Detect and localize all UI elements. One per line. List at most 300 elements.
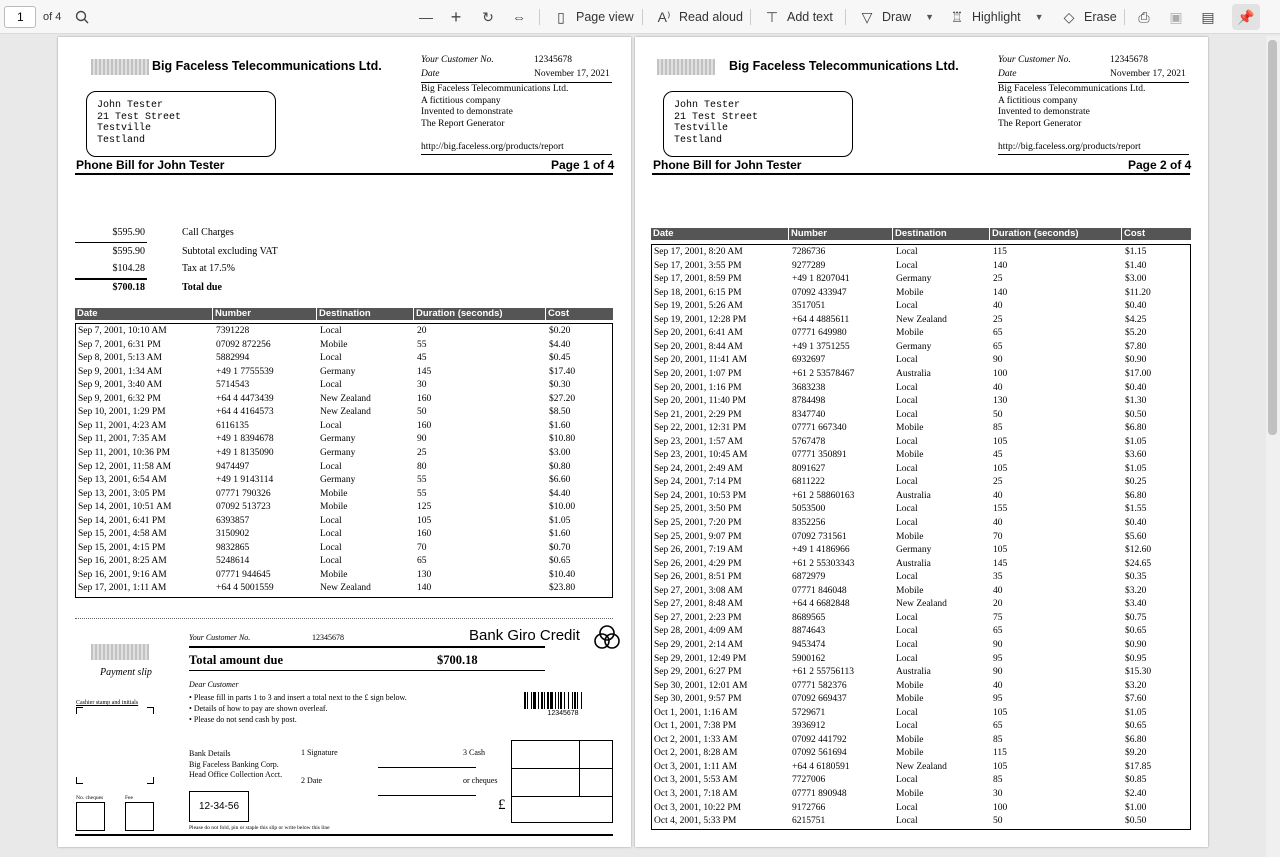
barcode-bar	[533, 692, 536, 709]
rule	[75, 834, 613, 836]
cell-number: +49 1 9143114	[216, 475, 274, 486]
rule	[998, 154, 1189, 155]
cell-cost: $0.50	[1125, 409, 1147, 420]
pin-icon[interactable]: 📌	[1232, 4, 1260, 30]
page-number-input[interactable]: 1	[4, 6, 36, 28]
customer-no: 12345678	[1110, 55, 1148, 65]
cell-destination: Local	[896, 653, 918, 664]
table-row	[652, 437, 1190, 451]
cell-date: Sep 14, 2001, 6:41 PM	[78, 515, 166, 526]
cell-cost: $0.80	[549, 461, 571, 472]
cell-cost: $0.85	[1125, 775, 1147, 786]
cell-cost: $2.40	[1125, 789, 1147, 799]
table-row	[652, 735, 1190, 749]
cell-duration: 40	[993, 680, 1003, 691]
cell-date: Sep 19, 2001, 5:26 AM	[654, 301, 743, 312]
cell-duration: 125	[417, 502, 432, 513]
cell-destination: Local	[896, 626, 918, 637]
cell-number: +61 2 55303343	[792, 558, 855, 569]
cell-duration: 90	[993, 355, 1003, 366]
date-line[interactable]	[378, 795, 476, 796]
cell-number: 07771 350891	[792, 450, 847, 461]
rule	[189, 646, 545, 648]
cell-cost: $3.60	[1125, 450, 1147, 461]
cell-destination: New Zealand	[896, 761, 947, 772]
fit-width-icon[interactable]: ⇔	[512, 9, 526, 25]
cell-date: Sep 24, 2001, 7:14 PM	[654, 477, 742, 488]
column-divider	[316, 308, 317, 320]
add-text-label: Add text	[787, 10, 833, 24]
read-aloud-button[interactable]	[655, 5, 743, 29]
cell-destination: Mobile	[896, 748, 924, 759]
column-header-number: Number	[791, 228, 827, 239]
cell-destination: Mobile	[320, 569, 348, 580]
table-row	[76, 353, 612, 367]
column-divider	[413, 308, 414, 320]
cell-date: Sep 30, 2001, 12:01 AM	[654, 680, 748, 691]
cell-destination: Local	[320, 380, 342, 391]
cell-cost: $5.60	[1125, 531, 1147, 542]
cell-cost: $0.40	[1125, 301, 1147, 312]
cell-date: Sep 26, 2001, 7:19 AM	[654, 545, 743, 556]
add-text-button[interactable]	[763, 5, 833, 29]
cell-number: 07092 872256	[216, 339, 271, 350]
address-line: A fictitious company	[421, 95, 501, 106]
table-row	[76, 556, 612, 570]
page-count: of 4	[43, 11, 62, 23]
table-row	[76, 462, 612, 476]
bank-details-line: Bank Details	[189, 749, 231, 758]
page-view-button[interactable]	[552, 5, 634, 29]
table-row	[652, 410, 1190, 424]
cell-number: 7391228	[216, 326, 250, 336]
cell-cost: $0.90	[1125, 355, 1147, 366]
cell-duration: 25	[993, 274, 1003, 285]
cell-number: 9172766	[792, 802, 826, 813]
scrollbar-thumb[interactable]	[1268, 40, 1277, 435]
cell-duration: 65	[993, 721, 1003, 732]
toolbar-divider	[1124, 9, 1125, 25]
cell-duration: 140	[993, 287, 1008, 298]
address-line: Big Faceless Telecommunications Ltd.	[998, 84, 1146, 94]
cell-destination: Local	[896, 409, 918, 420]
cell-date: Oct 3, 2001, 7:18 AM	[654, 789, 738, 799]
cell-duration: 65	[417, 556, 427, 567]
bank-details-line: Head Office Collection Acct.	[189, 770, 283, 779]
summary-amount: $595.90	[112, 227, 145, 238]
read-aloud-label: Read aloud	[679, 10, 743, 24]
cell-duration: 50	[993, 409, 1003, 420]
cell-date: Sep 29, 2001, 2:14 AM	[654, 639, 743, 650]
viewer-toolbar	[0, 0, 1280, 34]
cell-duration: 140	[417, 583, 432, 594]
signature-line[interactable]	[378, 767, 476, 768]
rule	[421, 82, 612, 83]
cell-cost: $3.20	[1125, 680, 1147, 691]
slip-customer-label: Your Customer No.	[189, 633, 251, 642]
cell-date: Sep 14, 2001, 10:51 AM	[78, 502, 172, 513]
date-label: Date	[998, 69, 1017, 79]
cell-number: 6872979	[792, 572, 826, 583]
cell-duration: 105	[993, 707, 1008, 718]
cell-number: 5714543	[216, 380, 250, 391]
cell-cost: $3.20	[1125, 585, 1147, 596]
summary-label: Total due	[182, 282, 222, 293]
instruction-item: Please fill in parts 1 to 3 and insert a total next to the £ sign below.	[193, 693, 407, 702]
cell-number: 07771 649980	[792, 328, 847, 339]
table-row	[652, 586, 1190, 600]
cell-number: 07092 441792	[792, 734, 847, 745]
cell-duration: 160	[417, 420, 432, 431]
barcode-bar	[555, 692, 556, 709]
company-url: http://big.faceless.org/products/report	[998, 142, 1141, 152]
cell-destination: Mobile	[320, 502, 348, 513]
table-row	[76, 516, 612, 530]
cell-duration: 130	[993, 396, 1008, 407]
dear-customer: Dear Customer	[189, 680, 239, 689]
cell-date: Sep 25, 2001, 3:50 PM	[654, 504, 742, 515]
cell-number: +49 1 4186966	[792, 545, 850, 556]
cell-destination: Local	[896, 436, 918, 447]
cell-destination: Australia	[896, 490, 931, 501]
cell-number: 8347740	[792, 409, 826, 420]
cell-duration: 55	[417, 475, 427, 486]
company-name: Big Faceless Telecommunications Ltd.	[729, 59, 959, 73]
rotate-icon[interactable]: ↻	[482, 8, 494, 25]
cell-destination: Mobile	[320, 339, 348, 350]
cell-cost: $23.80	[549, 583, 576, 594]
cell-cost: $0.45	[549, 353, 571, 364]
recipient-address	[86, 91, 276, 157]
bill-title: Phone Bill for John Tester	[653, 158, 802, 172]
cell-duration: 85	[993, 423, 1003, 434]
cell-number: 3683238	[792, 382, 826, 393]
cell-date: Sep 11, 2001, 4:23 AM	[78, 420, 167, 431]
table-row	[652, 667, 1190, 681]
cell-duration: 65	[993, 341, 1003, 352]
cell-cost: $0.95	[1125, 653, 1147, 664]
cashier-label: Cashier stamp and initials	[76, 700, 139, 706]
cell-date: Sep 8, 2001, 5:13 AM	[78, 353, 162, 364]
barcode-bar	[568, 692, 569, 709]
pound-sign: £	[498, 797, 506, 813]
cell-duration: 115	[993, 748, 1007, 759]
address-line: A fictitious company	[998, 95, 1078, 106]
cell-destination: New Zealand	[320, 393, 371, 404]
table-row	[652, 599, 1190, 613]
bill-date: November 17, 2021	[1110, 69, 1186, 79]
barcode-bar	[547, 692, 549, 709]
cell-cost: $0.40	[1125, 518, 1147, 528]
cell-cost: $4.40	[549, 488, 571, 499]
cell-number: 07771 846048	[792, 585, 847, 596]
cell-date: Sep 24, 2001, 10:53 PM	[654, 490, 747, 501]
search-icon[interactable]	[75, 5, 89, 29]
table-row	[652, 532, 1190, 546]
cell-destination: Local	[896, 355, 918, 366]
cell-cost: $0.65	[1125, 626, 1147, 637]
cell-destination: Local	[320, 542, 342, 553]
cell-cost: $7.60	[1125, 694, 1147, 705]
cell-cost: $0.25	[1125, 477, 1147, 488]
cell-cost: $0.20	[549, 326, 571, 336]
cell-date: Sep 20, 2001, 1:16 PM	[654, 382, 742, 393]
cell-destination: Local	[896, 572, 918, 583]
address-line: Invented to demonstrate	[998, 107, 1090, 118]
recipient-address	[663, 91, 853, 157]
cell-cost: $4.25	[1125, 314, 1147, 325]
cell-cost: $6.80	[1125, 734, 1147, 745]
table-row	[652, 315, 1190, 329]
cell-destination: Mobile	[896, 450, 924, 461]
table-row	[652, 423, 1190, 437]
amount-grid	[511, 740, 613, 823]
cell-date: Sep 27, 2001, 3:08 AM	[654, 585, 743, 596]
cell-date: Oct 1, 2001, 1:16 AM	[654, 707, 738, 718]
cell-duration: 20	[993, 599, 1003, 610]
cell-number: 07092 513723	[216, 502, 271, 513]
barcode-bar	[558, 692, 559, 709]
rule	[998, 82, 1189, 83]
cell-date: Sep 11, 2001, 7:35 AM	[78, 434, 167, 445]
cell-duration: 95	[993, 694, 1003, 705]
cell-duration: 40	[993, 301, 1003, 312]
cell-cost: $1.60	[549, 529, 571, 540]
cell-cost: $17.40	[549, 366, 576, 377]
cell-duration: 30	[417, 380, 427, 391]
erase-button[interactable]	[1060, 5, 1117, 29]
column-divider	[892, 228, 893, 240]
cell-duration: 25	[417, 447, 427, 458]
save-as-icon[interactable]: ▤	[1201, 8, 1215, 25]
cell-date: Sep 12, 2001, 11:58 AM	[78, 461, 172, 472]
bank-details-line: Big Faceless Banking Corp.	[189, 759, 279, 769]
cell-duration: 50	[993, 816, 1003, 827]
cell-duration: 40	[993, 382, 1003, 393]
cell-date: Sep 15, 2001, 4:58 AM	[78, 529, 167, 540]
cell-date: Sep 9, 2001, 6:32 PM	[78, 393, 161, 404]
cell-cost: $10.40	[549, 569, 576, 580]
barcode-bar	[538, 692, 539, 709]
cell-duration: 90	[993, 639, 1003, 650]
cell-date: Sep 25, 2001, 7:20 PM	[654, 518, 742, 528]
table-row	[652, 789, 1190, 803]
cell-number: 6393857	[216, 515, 250, 526]
recipient-line: Testville	[674, 123, 729, 135]
cell-date: Oct 4, 2001, 5:33 PM	[654, 816, 737, 827]
table-row	[76, 570, 612, 584]
cell-destination: Local	[896, 463, 918, 474]
cell-duration: 115	[993, 247, 1007, 257]
table-row	[652, 261, 1190, 275]
cell-number: 9453474	[792, 639, 826, 650]
table-row	[652, 748, 1190, 762]
cell-cost: $1.60	[549, 420, 571, 431]
highlight-label: Highlight	[972, 10, 1021, 24]
cell-date: Sep 10, 2001, 1:29 PM	[78, 407, 166, 418]
cell-destination: Australia	[896, 558, 931, 569]
rule	[75, 173, 613, 175]
highlight-button[interactable]	[948, 5, 1044, 29]
cell-cost: $0.35	[1125, 572, 1147, 583]
cell-cost: $6.80	[1125, 490, 1147, 501]
cell-date: Sep 15, 2001, 4:15 PM	[78, 542, 166, 553]
cell-date: Sep 30, 2001, 9:57 PM	[654, 694, 742, 705]
cell-cost: $12.60	[1125, 545, 1152, 556]
barcode-bar	[541, 692, 543, 709]
cell-duration: 90	[993, 667, 1003, 678]
table-row	[652, 721, 1190, 735]
cell-cost: $0.30	[549, 380, 571, 391]
zoom-out-icon[interactable]: —	[419, 9, 433, 25]
table-row	[76, 583, 612, 597]
instructions-list: • Please fill in parts 1 to 3 and insert a total next to the £ sign below. • Details of how to pay are shown overleaf. • Please do not send cash by post.	[189, 693, 407, 724]
cell-cost: $1.05	[549, 515, 571, 526]
erase-label: Erase	[1084, 10, 1117, 24]
cell-cost: $4.40	[549, 339, 571, 350]
cell-destination: Local	[320, 529, 342, 540]
cell-destination: Local	[896, 707, 918, 718]
column-header-date: Date	[77, 308, 98, 319]
summary-amount: $700.18	[112, 282, 145, 293]
toolbar-divider	[642, 9, 643, 25]
save-icon[interactable]: ▣	[1169, 8, 1183, 25]
cell-number: +49 1 3751255	[792, 341, 850, 352]
column-header-cost: Cost	[548, 308, 570, 319]
cell-cost: $7.80	[1125, 341, 1147, 352]
table-header	[75, 308, 613, 320]
cell-cost: $1.40	[1125, 260, 1147, 271]
table-row	[76, 326, 612, 340]
cell-destination: Local	[896, 721, 918, 732]
table-row	[76, 543, 612, 557]
cell-date: Sep 17, 2001, 1:11 AM	[78, 583, 167, 594]
cell-date: Sep 20, 2001, 11:40 PM	[654, 396, 747, 407]
cell-destination: Local	[320, 326, 342, 336]
print-icon[interactable]: ⎙	[1138, 8, 1150, 25]
table-row	[652, 803, 1190, 817]
column-header-duration: Duration (seconds)	[992, 228, 1079, 239]
cell-number: 5767478	[792, 436, 826, 447]
cell-duration: 80	[417, 461, 427, 472]
barcode-bar	[544, 692, 545, 709]
cell-number: 9832865	[216, 542, 250, 553]
cell-cost: $1.05	[1125, 707, 1147, 718]
company-logo	[657, 59, 715, 75]
cell-number: +61 2 58860163	[792, 490, 855, 501]
cell-destination: Mobile	[896, 423, 924, 434]
cash-label: 3 Cash	[463, 748, 485, 757]
cell-cost: $3.00	[549, 447, 571, 458]
cell-date: Oct 3, 2001, 10:22 PM	[654, 802, 742, 813]
cell-number: +64 4 4164573	[216, 407, 274, 418]
column-divider	[212, 308, 213, 320]
table-row	[652, 694, 1190, 708]
cell-duration: 50	[417, 407, 427, 418]
zoom-in-icon[interactable]: +	[450, 6, 462, 27]
cell-number: 07092 433947	[792, 287, 847, 298]
cell-number: 6932697	[792, 355, 826, 366]
address-line: Invented to demonstrate	[421, 107, 513, 118]
table-row	[76, 394, 612, 408]
cell-duration: 45	[993, 450, 1003, 461]
column-header-destination: Destination	[319, 308, 371, 319]
table-row	[652, 762, 1190, 776]
draw-icon: ▽	[861, 8, 873, 25]
toolbar-divider	[539, 9, 540, 25]
cell-destination: Germany	[896, 274, 932, 285]
cell-date: Sep 19, 2001, 12:28 PM	[654, 314, 747, 325]
cell-date: Sep 16, 2001, 9:16 AM	[78, 569, 167, 580]
cell-destination: Germany	[896, 341, 932, 352]
cell-date: Oct 2, 2001, 8:28 AM	[654, 748, 738, 759]
cell-duration: 105	[417, 515, 432, 526]
cell-cost: $9.20	[1125, 748, 1147, 759]
chevron-down-icon[interactable]: ▼	[1034, 12, 1044, 22]
recipient-line: John Tester	[674, 100, 741, 111]
barcode-bar	[550, 692, 553, 709]
cell-duration: 90	[417, 434, 427, 445]
table-row	[652, 518, 1190, 532]
cell-destination: Mobile	[896, 734, 924, 745]
company-name: Big Faceless Telecommunications Ltd.	[152, 59, 382, 73]
summary-amount: $595.90	[112, 246, 145, 257]
table-row	[652, 640, 1190, 654]
cell-duration: 25	[993, 477, 1003, 488]
barcode-bar	[581, 692, 582, 709]
chevron-down-icon[interactable]: ▼	[925, 12, 935, 22]
cell-cost: $1.55	[1125, 504, 1147, 515]
cell-date: Sep 18, 2001, 6:15 PM	[654, 287, 742, 298]
cashier-stamp-box	[76, 707, 154, 784]
cell-destination: Germany	[320, 475, 356, 486]
cell-cost: $6.80	[1125, 423, 1147, 434]
address-line: Big Faceless Telecommunications Ltd.	[421, 84, 569, 94]
cell-number: +64 4 4885611	[792, 314, 850, 325]
cell-date: Sep 20, 2001, 6:41 AM	[654, 328, 743, 339]
cheques-label: or cheques	[463, 776, 498, 785]
cell-number: 6116135	[216, 420, 249, 431]
table-row	[652, 355, 1190, 369]
table-row	[652, 816, 1190, 830]
cell-cost: $5.20	[1125, 328, 1147, 339]
cell-date: Sep 29, 2001, 12:49 PM	[654, 653, 747, 664]
cell-number: 8874643	[792, 626, 826, 637]
summary-label: Subtotal excluding VAT	[182, 246, 278, 257]
instruction-item: Please do not send cash by post.	[193, 715, 297, 724]
cell-cost: $8.50	[549, 407, 571, 418]
cell-cost: $10.00	[549, 502, 576, 513]
column-divider	[989, 228, 990, 240]
cell-cost: $6.60	[549, 475, 571, 486]
calls-table	[75, 323, 613, 598]
cell-duration: 65	[993, 328, 1003, 339]
bill-date: November 17, 2021	[534, 69, 610, 79]
draw-button[interactable]	[858, 5, 934, 29]
address-line: The Report Generator	[998, 118, 1082, 129]
rule	[189, 670, 545, 671]
signature-label: 1 Signature	[301, 748, 338, 757]
cell-number: 07771 944645	[216, 569, 271, 580]
column-header-cost: Cost	[1124, 228, 1146, 239]
cell-date: Sep 16, 2001, 8:25 AM	[78, 556, 167, 567]
cell-destination: Mobile	[896, 789, 924, 799]
barcode-bar	[531, 692, 532, 709]
table-row	[652, 342, 1190, 356]
barcode-bar	[572, 692, 573, 709]
cell-duration: 155	[993, 504, 1008, 515]
cell-duration: 140	[993, 260, 1008, 271]
